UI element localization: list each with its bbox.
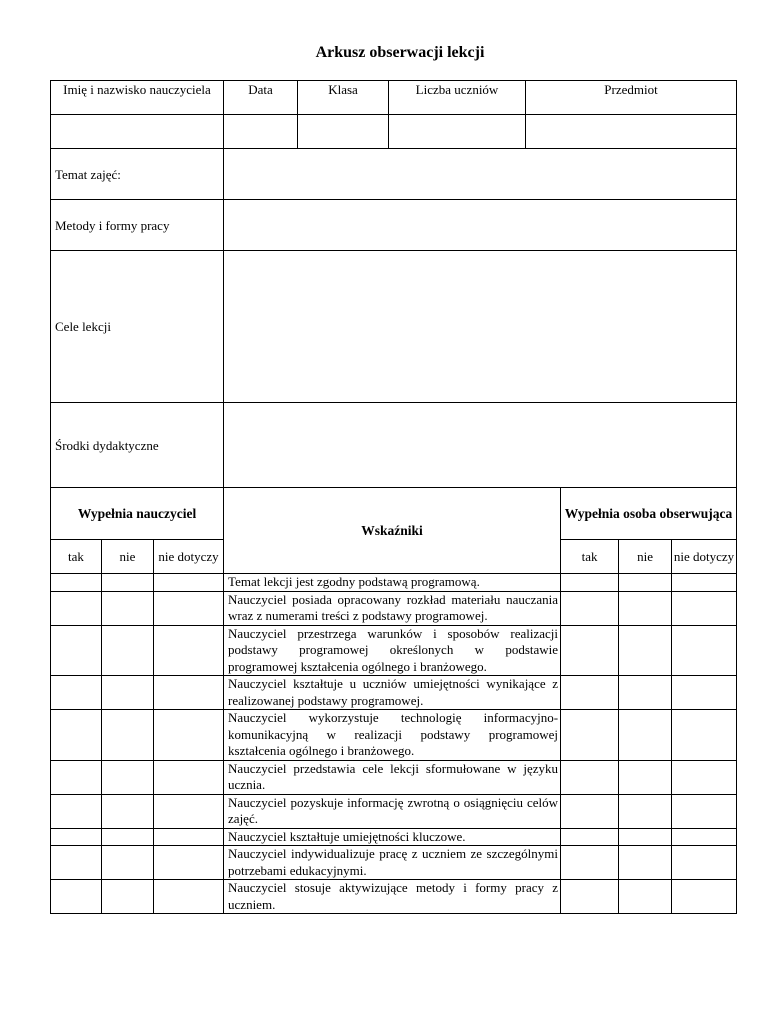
topic-row	[51, 149, 737, 200]
header-student-count: Liczba uczniów	[389, 81, 526, 115]
header-date: Data	[224, 81, 298, 115]
observer-yes-cell[interactable]	[561, 760, 619, 794]
teacher-na-cell[interactable]	[154, 794, 224, 828]
indicator-text: Nauczyciel stosuje aktywizujące metody i formy pracy z uczniem.	[224, 880, 561, 914]
indicator-row	[51, 710, 737, 761]
observer-yes-cell[interactable]	[561, 846, 619, 880]
observer-no-header: nie	[619, 540, 672, 574]
observer-yes-cell[interactable]	[561, 828, 619, 846]
indicator-text: Nauczyciel przedstawia cele lekcji sformułowane w języku ucznia.	[224, 760, 561, 794]
observer-no-cell[interactable]	[619, 880, 672, 914]
teacher-yes-cell[interactable]	[51, 574, 102, 592]
subject-field[interactable]	[526, 115, 737, 149]
indicator-row	[51, 625, 737, 676]
observer-yes-cell[interactable]	[561, 591, 619, 625]
observer-no-cell[interactable]	[619, 625, 672, 676]
teacher-no-cell[interactable]	[102, 676, 154, 710]
teacher-yes-cell[interactable]	[51, 828, 102, 846]
teacher-group-header: Wypełnia nauczyciel	[51, 488, 224, 540]
teacher-no-cell[interactable]	[102, 625, 154, 676]
header-row	[51, 81, 737, 115]
teacher-yes-cell[interactable]	[51, 676, 102, 710]
observer-no-cell[interactable]	[619, 794, 672, 828]
teacher-na-cell[interactable]	[154, 846, 224, 880]
indicator-row	[51, 846, 737, 880]
observer-na-cell[interactable]	[672, 591, 737, 625]
header-subject: Przedmiot	[526, 81, 737, 115]
observer-yes-cell[interactable]	[561, 710, 619, 761]
teacher-na-cell[interactable]	[154, 591, 224, 625]
teacher-no-cell[interactable]	[102, 828, 154, 846]
teacher-no-cell[interactable]	[102, 880, 154, 914]
teacher-na-cell[interactable]	[154, 760, 224, 794]
observer-na-cell[interactable]	[672, 760, 737, 794]
indicator-row	[51, 880, 737, 914]
teacher-na-cell[interactable]	[154, 710, 224, 761]
page-title: Arkusz obserwacji lekcji	[315, 44, 485, 61]
observer-yes-header: tak	[561, 540, 619, 574]
methods-row	[51, 200, 737, 251]
teacher-no-header: nie	[102, 540, 154, 574]
indicator-text: Nauczyciel pozyskuje informację zwrotną o osiągnięciu celów zajęć.	[224, 794, 561, 828]
teacher-na-cell[interactable]	[154, 828, 224, 846]
indicators-header: Wskaźniki	[224, 488, 561, 574]
observer-na-cell[interactable]	[672, 574, 737, 592]
indicator-text: Nauczyciel przestrzega warunków i sposobów realizacji podstawy programowej określonych w podstawie programowej kształcenia ogólnego i branżowego.	[224, 625, 561, 676]
teacher-no-cell[interactable]	[102, 574, 154, 592]
observer-no-cell[interactable]	[619, 574, 672, 592]
indicator-row	[51, 574, 737, 592]
goals-field[interactable]	[224, 251, 737, 403]
aids-field[interactable]	[224, 403, 737, 488]
goals-row	[51, 251, 737, 403]
observer-yes-cell[interactable]	[561, 625, 619, 676]
teacher-yes-cell[interactable]	[51, 625, 102, 676]
group-header-row	[51, 488, 737, 540]
indicator-text: Temat lekcji jest zgodny podstawą programową.	[224, 574, 561, 592]
aids-label: Środki dydaktyczne	[51, 403, 224, 488]
header-teacher-name: Imię i nazwisko nauczyciela	[51, 81, 224, 115]
observer-yes-cell[interactable]	[561, 574, 619, 592]
observer-na-cell[interactable]	[672, 710, 737, 761]
teacher-yes-cell[interactable]	[51, 880, 102, 914]
observer-na-cell[interactable]	[672, 625, 737, 676]
indicator-rows	[51, 574, 737, 914]
teacher-no-cell[interactable]	[102, 591, 154, 625]
teacher-na-header: nie dotyczy	[154, 540, 224, 574]
indicator-text: Nauczyciel indywidualizuje pracę z uczniem ze szczególnymi potrzebami edukacyjnymi.	[224, 846, 561, 880]
teacher-yes-cell[interactable]	[51, 846, 102, 880]
indicator-text: Nauczyciel posiada opracowany rozkład materiału nauczania wraz z numerami treści z podstawy programowej.	[224, 591, 561, 625]
teacher-na-cell[interactable]	[154, 574, 224, 592]
indicator-text: Nauczyciel kształtuje umiejętności kluczowe.	[224, 828, 561, 846]
teacher-na-cell[interactable]	[154, 880, 224, 914]
indicator-text: Nauczyciel kształtuje u uczniów umiejętności wynikające z realizowanej podstawy programowej.	[224, 676, 561, 710]
indicator-row	[51, 591, 737, 625]
observer-yes-cell[interactable]	[561, 676, 619, 710]
teacher-no-cell[interactable]	[102, 846, 154, 880]
teacher-name-field[interactable]	[51, 115, 224, 149]
observer-no-cell[interactable]	[619, 710, 672, 761]
indicator-row	[51, 828, 737, 846]
observer-group-header: Wypełnia osoba obserwująca	[561, 488, 737, 540]
observer-yes-cell[interactable]	[561, 880, 619, 914]
student-count-field[interactable]	[389, 115, 526, 149]
observer-no-cell[interactable]	[619, 846, 672, 880]
observer-no-cell[interactable]	[619, 760, 672, 794]
date-field[interactable]	[224, 115, 298, 149]
teacher-yes-cell[interactable]	[51, 794, 102, 828]
topic-field[interactable]	[224, 149, 737, 200]
teacher-no-cell[interactable]	[102, 794, 154, 828]
observation-table	[50, 487, 737, 914]
observer-na-cell[interactable]	[672, 828, 737, 846]
teacher-na-cell[interactable]	[154, 625, 224, 676]
goals-label: Cele lekcji	[51, 251, 224, 403]
teacher-no-cell[interactable]	[102, 710, 154, 761]
observer-na-header: nie dotyczy	[672, 540, 737, 574]
methods-label: Metody i formy pracy	[51, 200, 224, 251]
observer-no-cell[interactable]	[619, 676, 672, 710]
teacher-yes-cell[interactable]	[51, 591, 102, 625]
lesson-info-table	[50, 80, 737, 488]
teacher-yes-cell[interactable]	[51, 710, 102, 761]
teacher-yes-cell[interactable]	[51, 760, 102, 794]
teacher-no-cell[interactable]	[102, 760, 154, 794]
observer-no-cell[interactable]	[619, 591, 672, 625]
observer-yes-cell[interactable]	[561, 794, 619, 828]
methods-field[interactable]	[224, 200, 737, 251]
topic-label: Temat zajęć:	[51, 149, 224, 200]
header-entry-row	[51, 115, 737, 149]
class-field[interactable]	[298, 115, 389, 149]
header-class: Klasa	[298, 81, 389, 115]
observer-no-cell[interactable]	[619, 828, 672, 846]
indicator-row	[51, 760, 737, 794]
aids-row	[51, 403, 737, 488]
observer-na-cell[interactable]	[672, 794, 737, 828]
indicator-text: Nauczyciel wykorzystuje technologię informacyjno-komunikacyjną w realizacji podstawy programowej kształcenia ogólnego i branżowego.	[224, 710, 561, 761]
indicator-row	[51, 676, 737, 710]
teacher-yes-header: tak	[51, 540, 102, 574]
observer-na-cell[interactable]	[672, 880, 737, 914]
teacher-na-cell[interactable]	[154, 676, 224, 710]
indicator-row	[51, 794, 737, 828]
observer-na-cell[interactable]	[672, 676, 737, 710]
observer-na-cell[interactable]	[672, 846, 737, 880]
